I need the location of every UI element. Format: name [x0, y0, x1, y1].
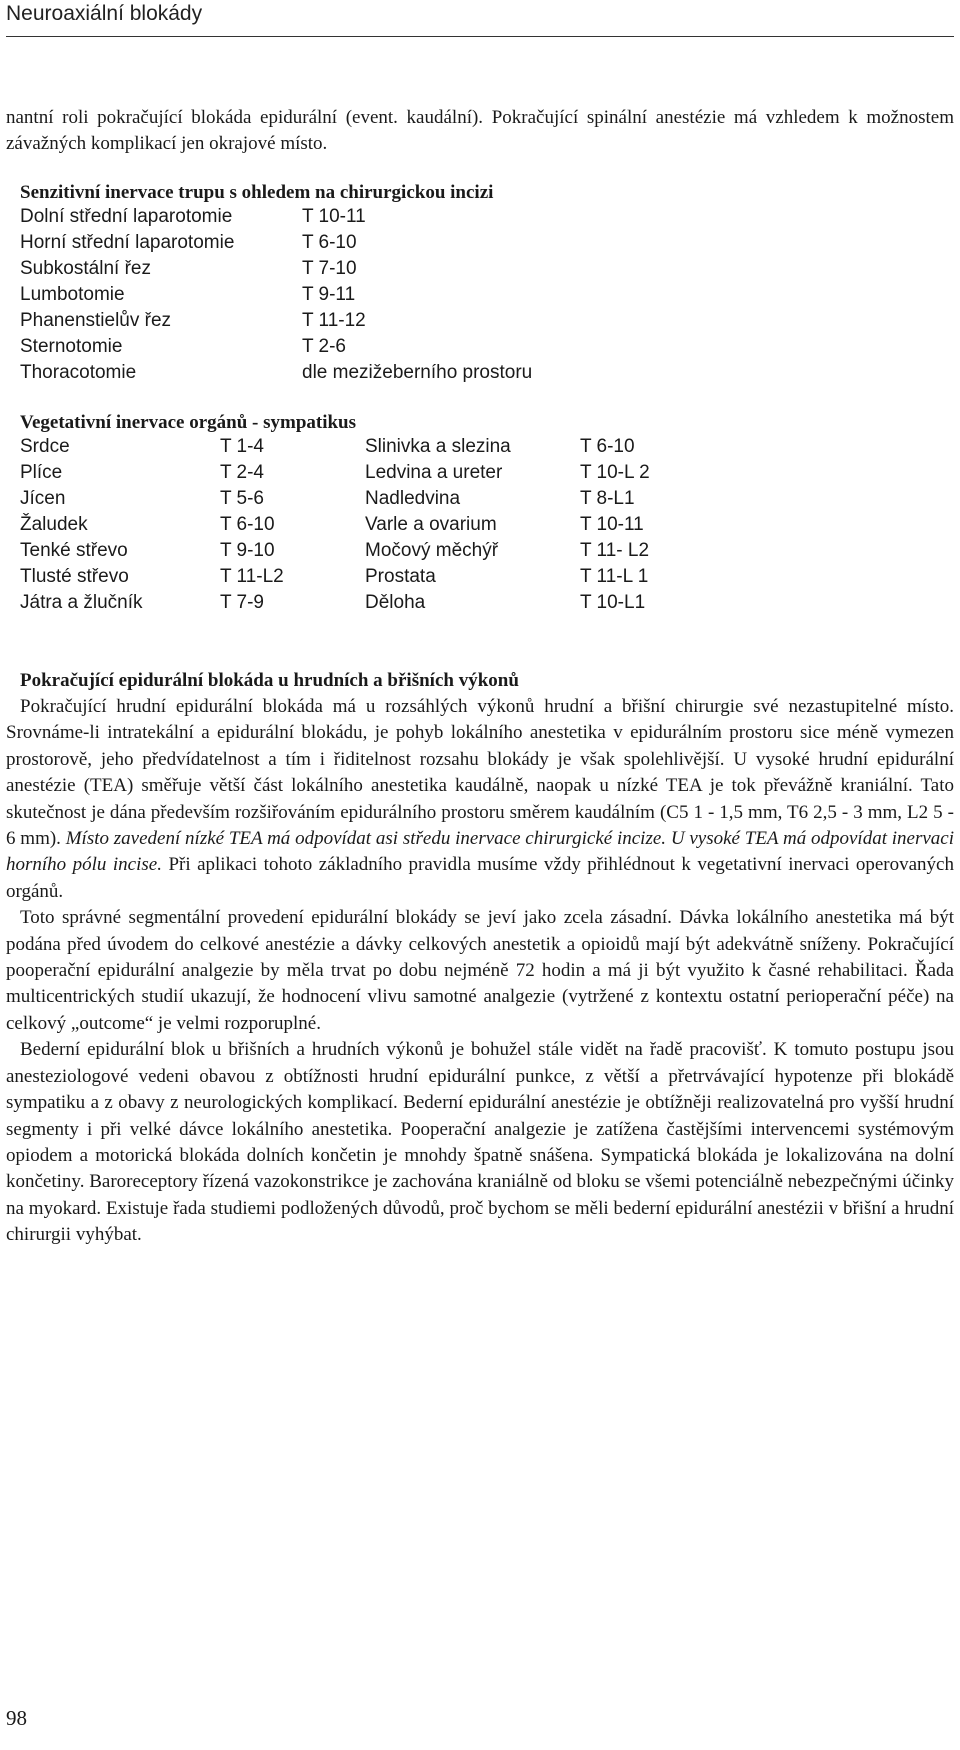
- organ-name: Močový měchýř: [365, 540, 499, 561]
- incision-name: Sternotomie: [20, 336, 123, 357]
- incision-name: Lumbotomie: [20, 284, 125, 305]
- organ-name: Tlusté střevo: [20, 566, 129, 587]
- running-header: Neuroaxiální blokády: [6, 2, 203, 25]
- innervation-level: T 7-9: [220, 592, 265, 613]
- organ-name: Srdce: [20, 436, 70, 457]
- organ-name: Plíce: [20, 462, 63, 483]
- innervation-level: dle mezižeberního prostoru: [302, 362, 533, 383]
- innervation-level: T 9-10: [220, 540, 275, 561]
- organ-name: Ledvina a ureter: [365, 462, 503, 483]
- innervation-level: T 7-10: [302, 258, 357, 279]
- innervation-level: T 11-L2: [220, 566, 284, 587]
- innervation-level: T 10-11: [580, 514, 644, 535]
- table-row: [20, 462, 940, 488]
- paragraph-1-text-b: Při aplikaci tohoto základního pravidla musíme vždy přihlédnout k vegetativní inervaci operovaných orgánů.: [6, 854, 954, 902]
- paragraph-2: Toto správné segmentální provedení epidurální blokády se jeví jako zcela zásadní. Dávka lokálního anestetika má být podána před úvodem do celkové anestézie a dávky celkových anestetik a opioidů mají být adekvátně sníženy. Pokračující pooperační epidurální analgezie by měla trvat po dobu nejméně 72 hodin a má ji být využito k časné rehabilitaci. Řada multicentrických studií ukazují, že hodnocení vlivu samotné analgezie (vytržené z kontextu ostatní perioperační péče) na celkový „outcome“ je velmi rozporuplné.: [6, 907, 954, 1034]
- paragraph-1-italic-rule: Místo zavedení nízké TEA má odpovídat asi středu inervace chirurgické incize. U vysoké TEA má odpovídat inervaci horního pólu incise.: [6, 828, 955, 876]
- innervation-level: T 11-12: [302, 310, 366, 331]
- table-row: [20, 436, 940, 462]
- table-row: [20, 336, 920, 362]
- table-row: [20, 488, 940, 514]
- innervation-level: T 9-11: [302, 284, 356, 305]
- paragraph-1-text-a: Pokračující hrudní epidurální blokáda má u rozsáhlých výkonů hrudní a břišní chirurgie své nezastupitelné místo. Srovnáme-li intratekální a epidurální blokádu, je pohyb lokálního anestetika v epidurálním prostoru sice méně vymezen prostorově, jeho předvídatelnost a tím i řiditelnost rozsahu blokády je však spolehlivější. U vysoké hrudní epidurální anestézie (TEA) směřuje větší část lokálního anestetika kaudálně, naopak u nízké TEA je tok převážně kraniální. Tato skutečnost je dána především rozšiřováním epidurálního prostoru směrem kaudálním (C5 1 - 1,5 mm, T6 2,5 - 3 mm, L2 5 - 6 mm).: [6, 696, 954, 850]
- innervation-level: T 10-L1: [580, 592, 646, 613]
- paragraph-3: Bederní epidurální blok u břišních a hrudních výkonů je bohužel stále vidět na řadě pracovišť. K tomuto postupu jsou anesteziologové vedeni obavou z obtížnosti hrudní epidurální punkce, z větší a přetrvávající hypotenze při blokádě sympatiku a z obavy z neurologických komplikací. Bederní epidurální anestézie je obtížněji realizovatelná pro vyšší hrudní segmenty i při velké dávce lokálního anestetika. Pooperační analgezie je zatížena častějšími intervencemi systémovým opiodem a motorická blokáda dolních končetin je mnohdy špatně snášena. Sympatická blokáda je lokalizována na dolní končetiny. Baroreceptory řízená vazokonstrikce je zachována kraniálně od bloku se všemi potenciálně nebezpečnými účinky na myokard. Existuje řada studiemi podložených důvodů, proč bychom se měli bederní epidurální anestézii v břišní a hrudní chirurgii vyhýbat.: [6, 1039, 954, 1246]
- incision-name: Thoracotomie: [20, 362, 137, 383]
- sensory-table-title: Senzitivní inervace trupu s ohledem na chirurgickou incizi: [20, 182, 494, 203]
- incision-name: Phanenstielův řez: [20, 310, 172, 331]
- table-row: [20, 310, 920, 336]
- innervation-level: T 8-L1: [580, 488, 635, 509]
- table-row: [20, 566, 940, 592]
- table-row: [20, 206, 920, 232]
- organ-name: Nadledvina: [365, 488, 461, 509]
- organ-name: Varle a ovarium: [365, 514, 497, 535]
- innervation-level: T 2-4: [220, 462, 265, 483]
- organ-name: Prostata: [365, 566, 436, 587]
- table-row: [20, 284, 920, 310]
- organ-name: Slinivka a slezina: [365, 436, 511, 457]
- table-row: [20, 514, 940, 540]
- innervation-level: T 5-6: [220, 488, 265, 509]
- intro-paragraph: nantní roli pokračující blokáda epidurální (event. kaudální). Pokračující spinální anestézie má vzhledem k možnostem závažných komplikací jen okrajové místo.: [6, 107, 954, 154]
- table-row: [20, 232, 920, 258]
- incision-name: Horní střední laparotomie: [20, 232, 235, 253]
- header-divider: [6, 36, 954, 37]
- sensory-innervation-table: [20, 180, 920, 388]
- page-number: 98: [6, 1706, 27, 1730]
- innervation-level: T 6-10: [302, 232, 357, 253]
- section-continuous-epidural: [6, 668, 954, 1249]
- section-heading: Pokračující epidurální blokáda u hrudních a břišních výkonů: [20, 670, 519, 691]
- innervation-level: T 6-10: [580, 436, 635, 457]
- paragraph-1: [6, 694, 954, 905]
- vegetative-table-title: Vegetativní inervace orgánů - sympatikus: [20, 412, 357, 433]
- incision-name: Dolní střední laparotomie: [20, 206, 233, 227]
- table-row: [20, 258, 920, 284]
- innervation-level: T 11-L 1: [580, 566, 649, 587]
- innervation-level: T 11- L2: [580, 540, 650, 561]
- organ-name: Žaludek: [20, 514, 88, 535]
- organ-name: Tenké střevo: [20, 540, 128, 561]
- organ-name: Játra a žlučník: [20, 592, 143, 613]
- vegetative-innervation-table: [20, 410, 940, 618]
- innervation-level: T 10-11: [302, 206, 366, 227]
- innervation-level: T 10-L 2: [580, 462, 650, 483]
- organ-name: Děloha: [365, 592, 426, 613]
- organ-name: Jícen: [20, 488, 66, 509]
- innervation-level: T 2-6: [302, 336, 347, 357]
- table-row: [20, 540, 940, 566]
- innervation-level: T 6-10: [220, 514, 275, 535]
- incision-name: Subkostální řez: [20, 258, 151, 279]
- table-row: [20, 362, 920, 388]
- table-row: [20, 592, 940, 618]
- innervation-level: T 1-4: [220, 436, 265, 457]
